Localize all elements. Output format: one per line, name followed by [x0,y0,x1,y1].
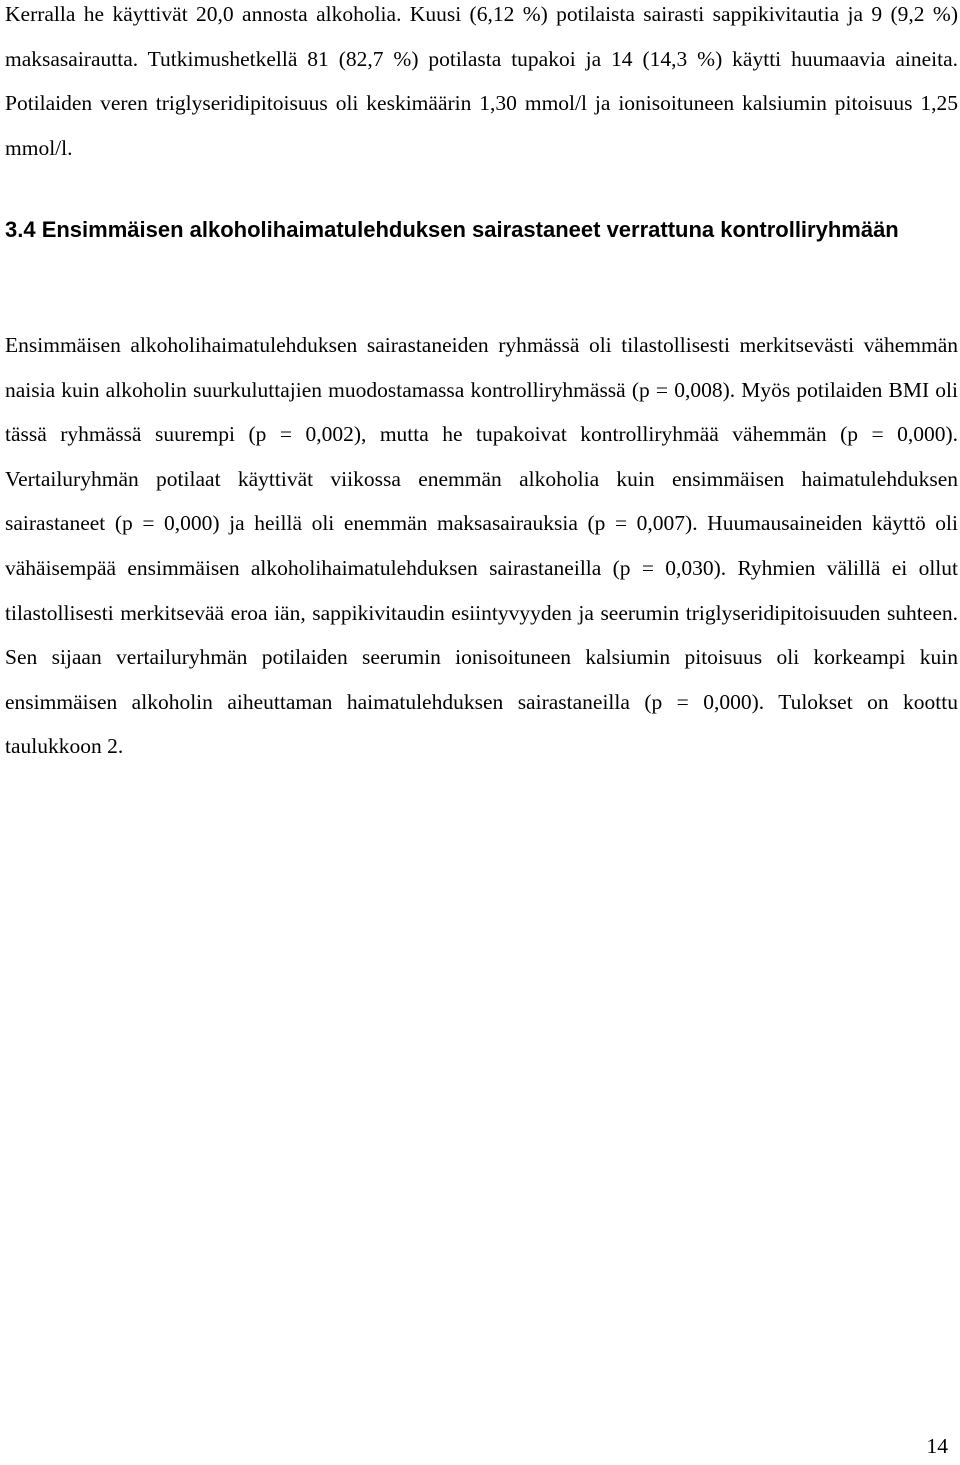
body-paragraph-comparison: Ensimmäisen alkoholihaimatulehduksen sairastaneiden ryhmässä oli tilastollisesti merkitsevästi vähemmän naisia kuin alkoholin suurkuluttajien muodostamassa kontrolliryhmässä (p = 0,008). Myös potilaiden BMI oli tässä ryhmässä suurempi (p = 0,002), mutta he tupakoivat kontrolliryhmää vähemmän (p = 0,000). Vertailuryhmän potilaat käyttivät viikossa enemmän alkoholia kuin ensimmäisen haimatulehduksen sairastaneet (p = 0,000) ja heillä oli enemmän maksasairauksia (p = 0,007). Huumausaineiden käyttö oli vähäisempää ensimmäisen alkoholihaimatulehduksen sairastaneilla (p = 0,030). Ryhmien välillä ei ollut tilastollisesti merkitsevää eroa iän, sappikivitaudin esiintyvyyden ja seerumin triglyseridipitoisuuden suhteen. Sen sijaan vertailuryhmän potilaiden seerumin ionisoituneen kalsiumin pitoisuus oli korkeampi kuin ensimmäisen alkoholin aiheuttaman haimatulehduksen sairastaneilla (p = 0,000). Tulokset on koottu taulukkoon 2. [5,333,958,759]
body-paragraph-intro: Kerralla he käyttivät 20,0 annosta alkoholia. Kuusi (6,12 %) potilaista sairasti sappikivitautia ja 9 (9,2 %) maksasairautta. Tutkimushetkellä 81 (82,7 %) potilasta tupakoi ja 14 (14,3 %) käytti huumaavia aineita. Potilaiden veren triglyseridipitoisuus oli keskimäärin 1,30 mmol/l ja ionisoituneen kalsiumin pitoisuus 1,25 mmol/l. [5,2,958,160]
section-heading: 3.4 Ensimmäisen alkoholihaimatulehduksen sairastaneet verrattuna kontrolliryhmään [5,217,899,242]
page-number: 14 [926,1434,948,1458]
